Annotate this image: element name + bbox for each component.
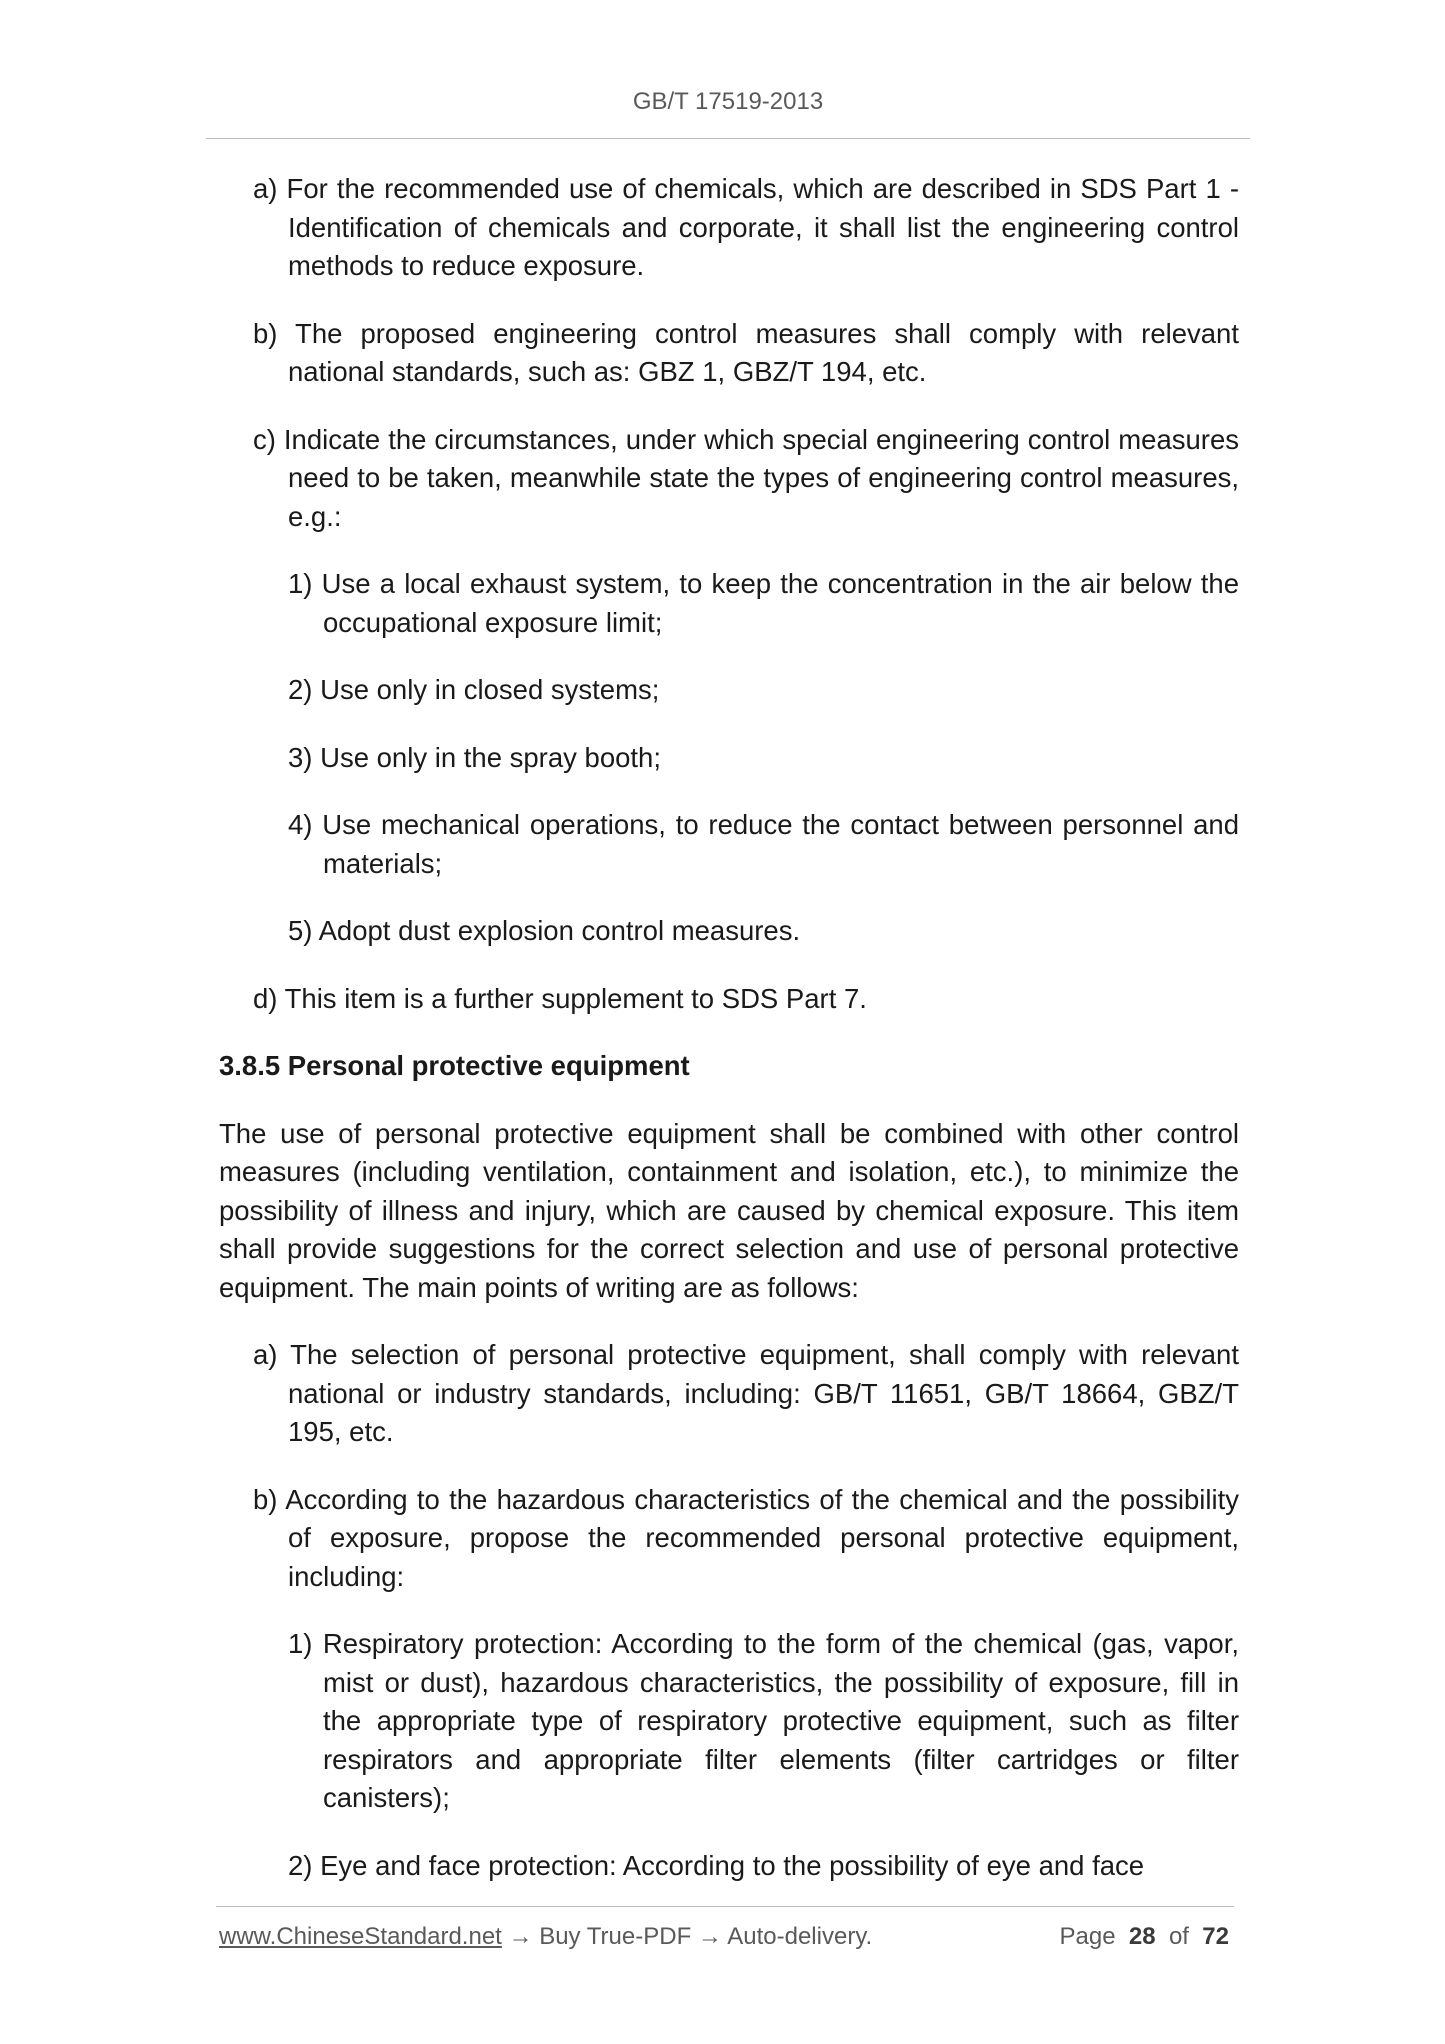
item-c-circumstances: c) Indicate the circumstances, under which special engineering control measures need to be taken, meanwhile state the types of engineering control measures, e.g.: [253, 423, 1239, 532]
page-label: Page [1059, 1923, 1116, 1950]
arrow-right-icon: → [508, 1923, 533, 1950]
footer-divider [216, 1906, 1234, 1907]
website-link[interactable]: www.ChineseStandard.net [219, 1923, 502, 1950]
total-pages-number: 72 [1202, 1923, 1229, 1950]
subitem-1-respiratory-protection: 1) Respiratory protection: According to the form of the chemical (gas, vapor, mist or dust), hazardous characteristics, the possibility of exposure, fill in the appropriate type of respiratory protective equipment, such as filter respirators and appropriate filter elements (filter cartridges or filter canisters); [288, 1628, 1239, 1813]
section-intro-paragraph: The use of personal protective equipment shall be combined with other control measures (including ventilation, containment and isolation, etc.), to minimize the possibility of illness and injury, which are caused by chemical exposure. This item shall provide suggestions for the correct selection and use of personal protective equipment. The main points of writing are as follows: [219, 1117, 1239, 1303]
section-heading: 3.8.5 Personal protective equipment [219, 1050, 690, 1081]
page-indicator [1059, 1923, 1229, 1951]
auto-delivery-text: Auto-delivery. [727, 1923, 873, 1950]
footer-links [219, 1923, 872, 1951]
item-a-recommended-use: a) For the recommended use of chemicals, which are described in SDS Part 1 - Identification of chemicals and corporate, it shall list the engineering control methods to reduce exposure. [253, 173, 1239, 281]
arrow-right-icon: → [697, 1923, 722, 1950]
subitem-1-local-exhaust: 1) Use a local exhaust system, to keep the concentration in the air below the occupational exposure limit; [288, 568, 1239, 638]
subitem-5-dust-explosion: 5) Adopt dust explosion control measures. [288, 915, 801, 946]
of-label: of [1168, 1923, 1189, 1950]
page-header: GB/T 17519-2013 [632, 88, 824, 115]
item-b-control-measures: b) The proposed engineering control measures shall comply with relevant national standards, such as: GBZ 1, GBZ/T 194, etc. [253, 317, 1239, 387]
current-page-number: 28 [1128, 1923, 1156, 1950]
subitem-2-closed-systems: 2) Use only in closed systems; [288, 674, 660, 705]
buy-true-pdf-text: Buy True-PDF [539, 1923, 692, 1950]
subitem-4-mechanical-operations: 4) Use mechanical operations, to reduce the contact between personnel and materials; [288, 809, 1239, 879]
item-a-ppe-selection: a) The selection of personal protective equipment, shall comply with relevant national or industry standards, including: GB/T 11651, GB/T 18664, GBZ/T 195, etc. [253, 1339, 1239, 1447]
document-body [219, 170, 1239, 1914]
item-d-supplement: d) This item is a further supplement to SDS Part 7. [253, 982, 867, 1014]
subitem-2-eye-face-protection: 2) Eye and face protection: According to the possibility of eye and face [288, 1849, 1145, 1881]
subitem-3-spray-booth: 3) Use only in the spray booth; [288, 741, 661, 773]
header-divider [206, 138, 1250, 139]
item-b-hazardous-characteristics: b) According to the hazardous characteristics of the chemical and the possibility of exposure, propose the recommended personal protective equipment, including: [253, 1483, 1239, 1592]
